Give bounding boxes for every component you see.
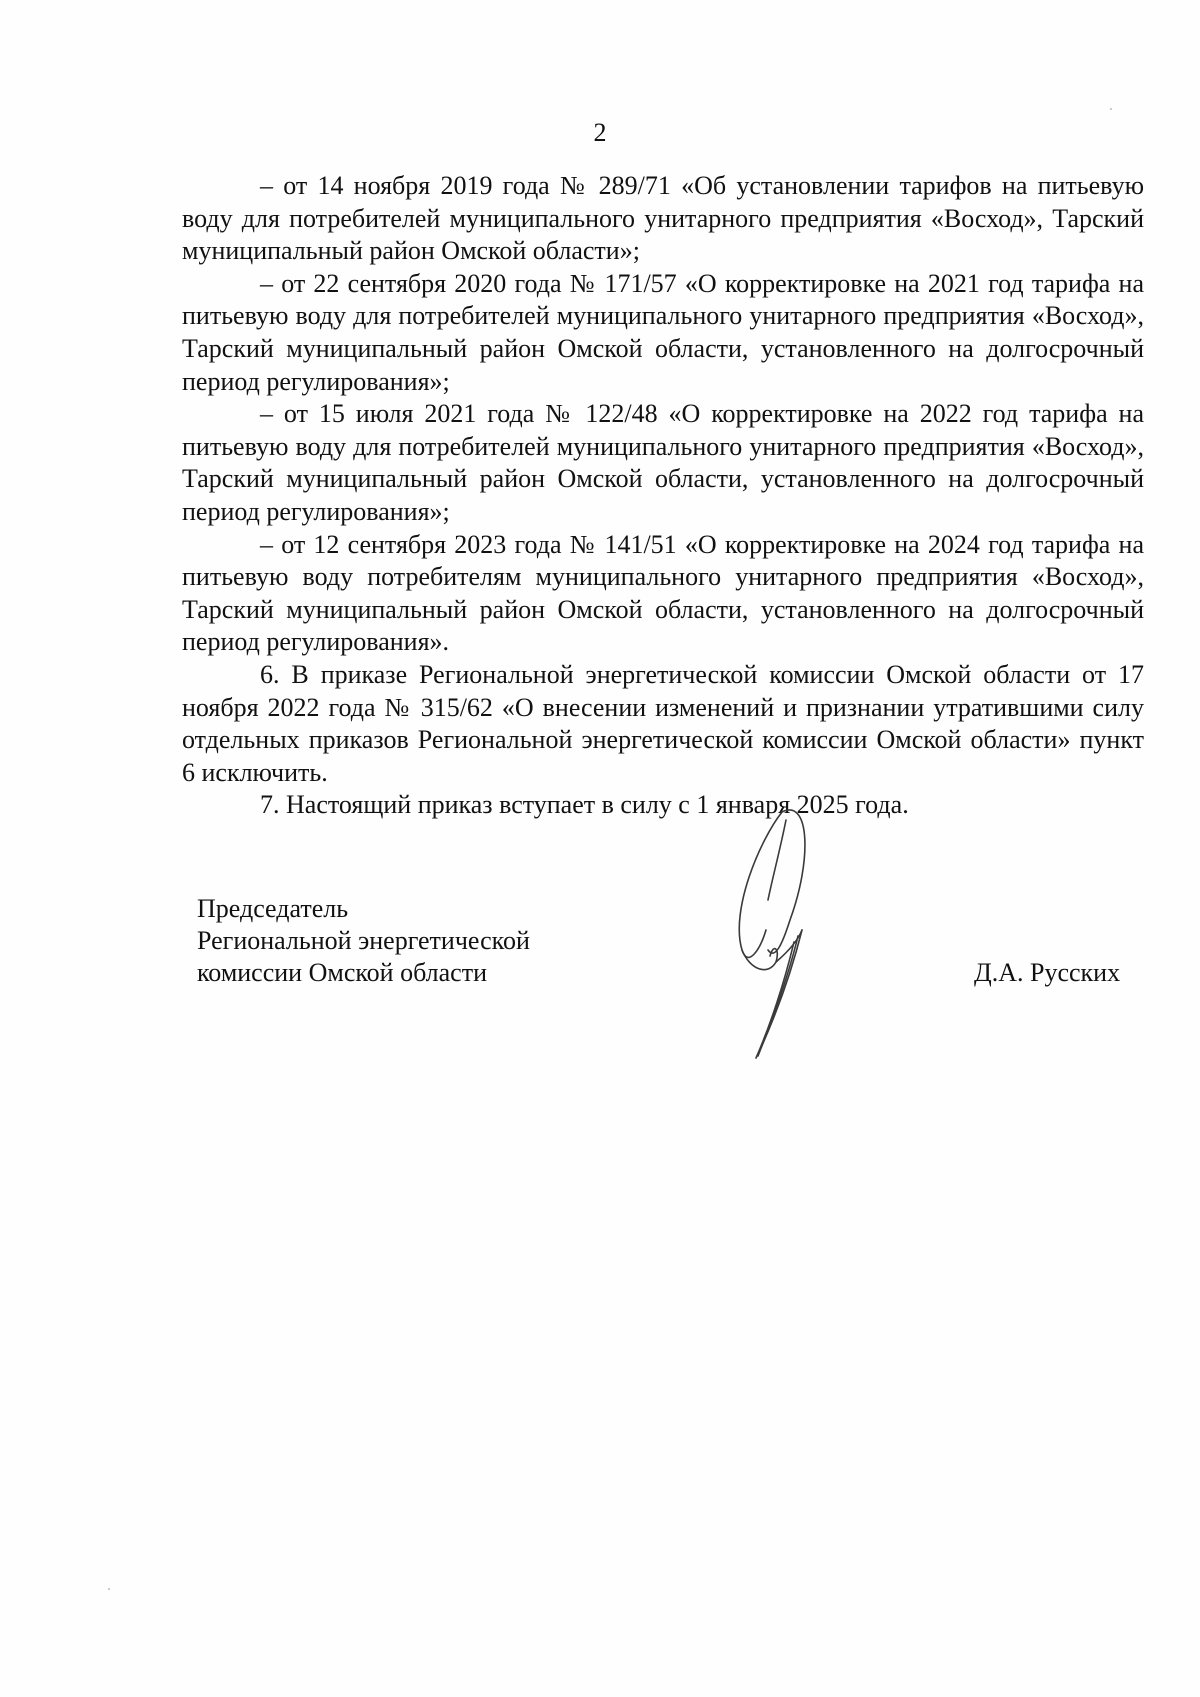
scan-artifact: [1110, 108, 1112, 110]
list-item-order-2019: – от 14 ноября 2019 года № 289/71 «Об установлении тарифов на питьевую воду для потребителей муниципального унитарного предприятия «Восход», Тарский муниципальный район Омской области»;: [182, 171, 1144, 266]
clause-7: 7. Настоящий приказ вступает в силу с 1 января 2025 года.: [260, 790, 909, 820]
signatory-title-line: Председатель: [197, 894, 349, 923]
signatory-title-line: комиссии Омской области: [197, 958, 487, 987]
signatory-title-line: Региональной энергетической: [197, 926, 530, 955]
document-body: [182, 170, 1144, 822]
list-item-order-2023: – от 12 сентября 2023 года № 141/51 «О корректировке на 2024 год тарифа на питьевую воду потребителям муниципального унитарного предприятия «Восход», Тарский муниципальный район Омской области, установленного на долгосрочный период регулирования».: [182, 529, 1144, 657]
page-number: 2: [593, 118, 607, 147]
list-item-order-2020: – от 22 сентября 2020 года № 171/57 «О корректировке на 2021 год тарифа на питьевую воду для потребителей муниципального унитарного предприятия «Восход», Тарский муниципальный район Омской области, установленного на долгосрочный период регулирования»;: [182, 268, 1144, 396]
scan-artifact: [108, 1588, 110, 1590]
signer-name: Д.А. Русских: [974, 958, 1121, 987]
handwritten-signature: [720, 800, 850, 1070]
signatory-title: [197, 893, 530, 989]
clause-6: 6. В приказе Региональной энергетической комиссии Омской области от 17 ноября 2022 года № 315/62 «О внесении изменений и признании утратившими силу отдельных приказов Региональной энергетической комиссии Омской области» пункт 6 исключить.: [182, 659, 1144, 787]
list-item-order-2021: – от 15 июля 2021 года № 122/48 «О корректировке на 2022 год тарифа на питьевую воду для потребителей муниципального унитарного предприятия «Восход», Тарский муниципальный район Омской области, установленного на долгосрочный период регулирования»;: [182, 399, 1144, 526]
